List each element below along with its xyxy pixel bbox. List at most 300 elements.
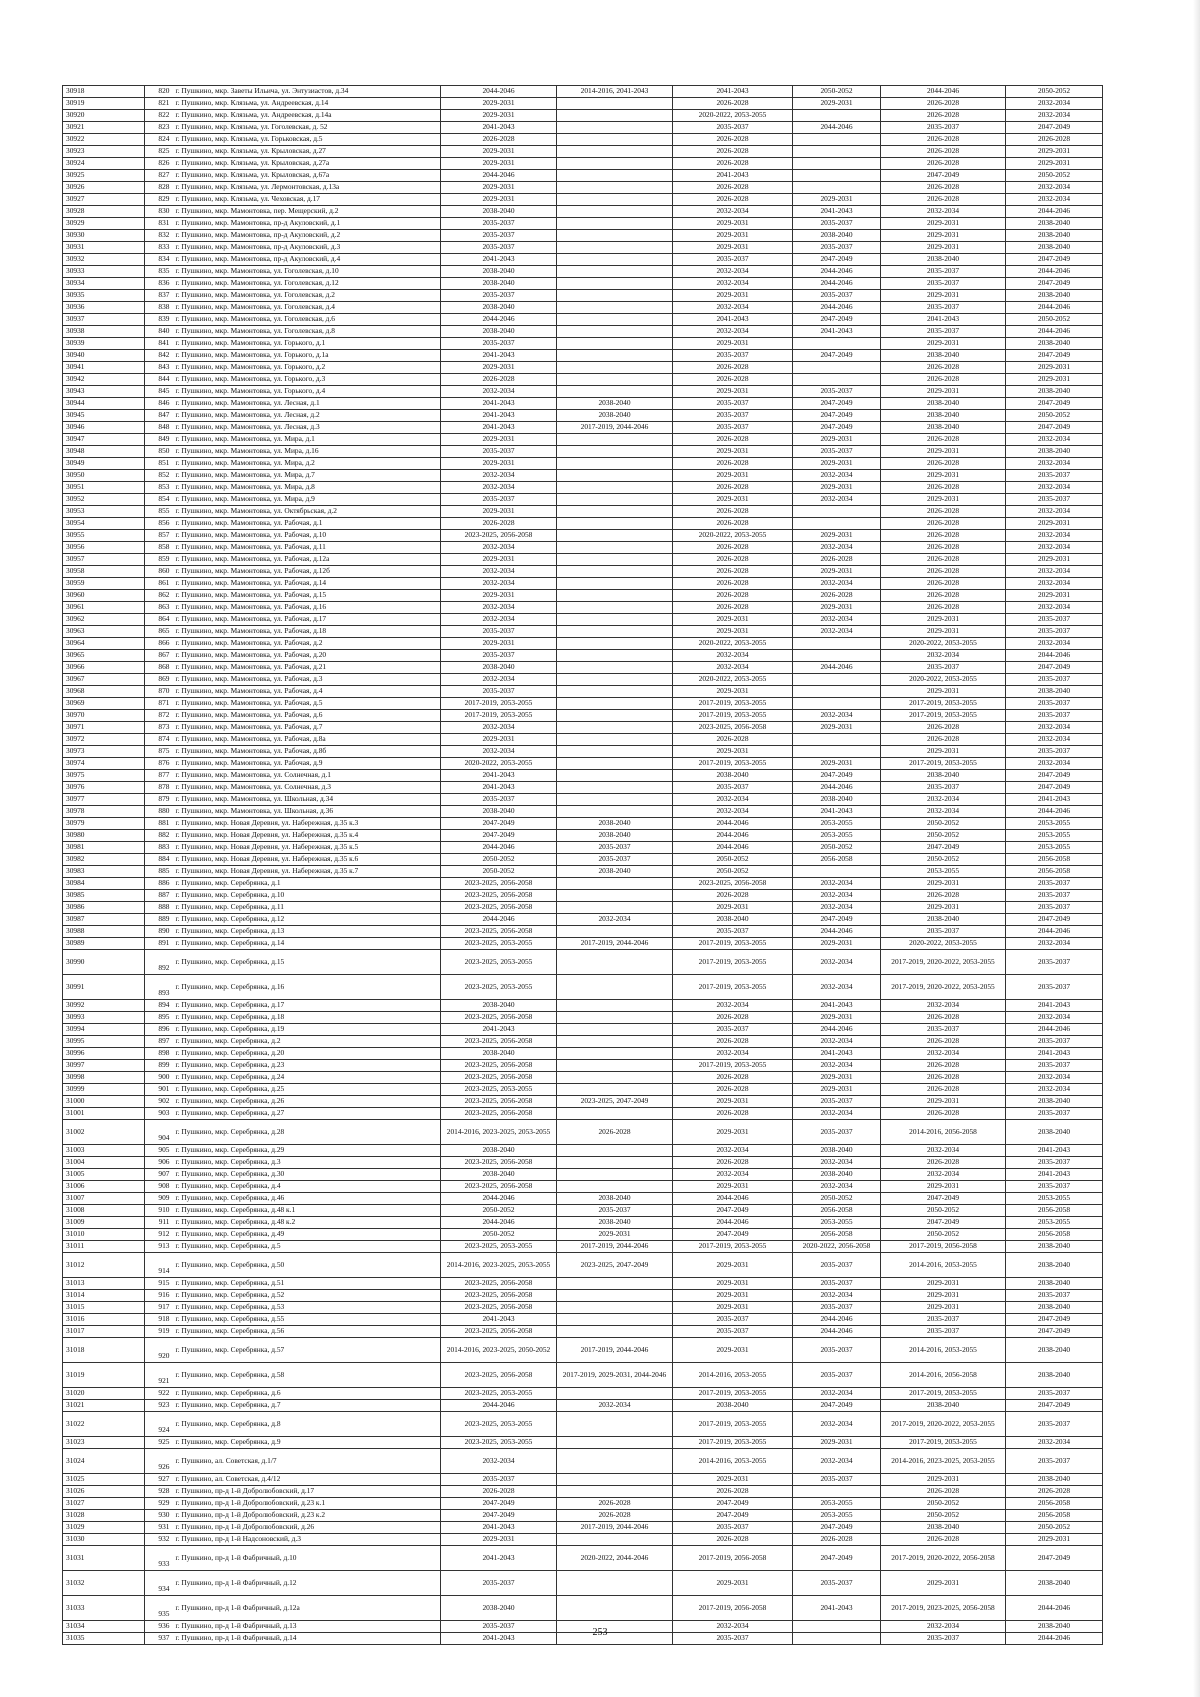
period-cell-3: 2029-2031	[673, 1181, 793, 1193]
address-cell: г. Пушкино, мкр. Мамонтовка, ул. Рабочая, д.17	[173, 614, 441, 626]
row-id-cell: 31017	[63, 1326, 145, 1338]
schedule-table-body	[63, 86, 1103, 1645]
period-cell-1: 2029-2031	[441, 146, 557, 158]
period-cell-3: 2035-2037	[673, 350, 793, 362]
table-row	[63, 1145, 1103, 1157]
period-cell-6: 2044-2046	[1006, 806, 1103, 818]
row-number-cell: 920	[145, 1338, 173, 1363]
period-cell-5: 2014-2016, 2056-2058	[881, 1120, 1006, 1145]
row-id-cell: 31009	[63, 1217, 145, 1229]
period-cell-4: 2029-2031	[793, 602, 881, 614]
address-cell: г. Пушкино, мкр. Мамонтовка, пр-д Акуловский, д.3	[173, 242, 441, 254]
table-row	[63, 434, 1103, 446]
period-cell-3: 2029-2031	[673, 1571, 793, 1596]
period-cell-4: 2029-2031	[793, 722, 881, 734]
period-cell-4	[793, 338, 881, 350]
period-cell-3: 2026-2028	[673, 1072, 793, 1084]
period-cell-2	[557, 482, 673, 494]
row-id-cell: 30920	[63, 110, 145, 122]
period-cell-2	[557, 266, 673, 278]
period-cell-6: 2047-2049	[1006, 398, 1103, 410]
period-cell-5: 2017-2019, 2020-2022, 2053-2055	[881, 1412, 1006, 1437]
table-row	[63, 734, 1103, 746]
address-cell: г. Пушкино, мкр. Серебрянка, д.23	[173, 1060, 441, 1072]
table-row	[63, 1498, 1103, 1510]
row-id-cell: 30961	[63, 602, 145, 614]
period-cell-5: 2029-2031	[881, 746, 1006, 758]
period-cell-4	[793, 638, 881, 650]
row-number-cell: 879	[145, 794, 173, 806]
period-cell-6: 2035-2037	[1006, 1036, 1103, 1048]
period-cell-3: 2029-2031	[673, 242, 793, 254]
table-row	[63, 1278, 1103, 1290]
period-cell-4: 2032-2034	[793, 902, 881, 914]
address-cell: г. Пушкино, мкр. Мамонтовка, ул. Гоголевская, д.8	[173, 326, 441, 338]
period-cell-4: 2035-2037	[793, 218, 881, 230]
period-cell-5: 2017-2019, 2053-2055	[881, 758, 1006, 770]
period-cell-3: 2035-2037	[673, 398, 793, 410]
period-cell-2	[557, 1181, 673, 1193]
address-cell: г. Пушкино, мкр. Клязьма, ул. Андреевская, д.14а	[173, 110, 441, 122]
table-row	[63, 794, 1103, 806]
row-number-cell: 871	[145, 698, 173, 710]
period-cell-2	[557, 1084, 673, 1096]
period-cell-5: 2017-2019, 2053-2055	[881, 1388, 1006, 1400]
period-cell-2	[557, 1449, 673, 1474]
row-number-cell: 827	[145, 170, 173, 182]
period-cell-6: 2032-2034	[1006, 482, 1103, 494]
address-cell: г. Пушкино, пр-д 1-й Добролюбовский, д.23 к.1	[173, 1498, 441, 1510]
period-cell-3: 2035-2037	[673, 1024, 793, 1036]
table-row	[63, 1000, 1103, 1012]
table-row	[63, 698, 1103, 710]
period-cell-4: 2047-2049	[793, 398, 881, 410]
period-cell-1: 2029-2031	[441, 1534, 557, 1546]
row-id-cell: 31008	[63, 1205, 145, 1217]
period-cell-6: 2038-2040	[1006, 218, 1103, 230]
row-id-cell: 30975	[63, 770, 145, 782]
table-row	[63, 230, 1103, 242]
period-cell-2: 2026-2028	[557, 1498, 673, 1510]
period-cell-2	[557, 1486, 673, 1498]
period-cell-3: 2029-2031	[673, 1290, 793, 1302]
period-cell-2	[557, 566, 673, 578]
period-cell-1: 2035-2037	[441, 626, 557, 638]
period-cell-2	[557, 1145, 673, 1157]
row-id-cell: 30966	[63, 662, 145, 674]
period-cell-2: 2038-2040	[557, 1193, 673, 1205]
row-number-cell: 821	[145, 98, 173, 110]
period-cell-2: 2038-2040	[557, 410, 673, 422]
row-number-cell: 860	[145, 566, 173, 578]
table-row	[63, 122, 1103, 134]
period-cell-1: 2044-2046	[441, 1193, 557, 1205]
period-cell-3: 2044-2046	[673, 1193, 793, 1205]
period-cell-2: 2023-2025, 2047-2049	[557, 1096, 673, 1108]
row-id-cell: 30919	[63, 98, 145, 110]
row-number-cell: 858	[145, 542, 173, 554]
table-row	[63, 686, 1103, 698]
row-number-cell: 907	[145, 1169, 173, 1181]
period-cell-6: 2047-2049	[1006, 122, 1103, 134]
period-cell-5: 2038-2040	[881, 410, 1006, 422]
period-cell-6: 2029-2031	[1006, 146, 1103, 158]
row-id-cell: 30938	[63, 326, 145, 338]
period-cell-2	[557, 1412, 673, 1437]
row-number-cell: 933	[145, 1546, 173, 1571]
row-id-cell: 30937	[63, 314, 145, 326]
period-cell-3: 2029-2031	[673, 494, 793, 506]
table-row	[63, 146, 1103, 158]
period-cell-1: 2035-2037	[441, 1621, 557, 1633]
period-cell-2	[557, 230, 673, 242]
period-cell-1: 2023-2025, 2053-2055	[441, 1388, 557, 1400]
period-cell-5: 2050-2052	[881, 854, 1006, 866]
period-cell-6: 2038-2040	[1006, 230, 1103, 242]
period-cell-2	[557, 650, 673, 662]
period-cell-5: 2029-2031	[881, 878, 1006, 890]
period-cell-6: 2032-2034	[1006, 98, 1103, 110]
address-cell: г. Пушкино, мкр. Клязьма, ул. Горьковская, д.5	[173, 134, 441, 146]
period-cell-1: 2029-2031	[441, 590, 557, 602]
period-cell-2	[557, 1048, 673, 1060]
table-row	[63, 758, 1103, 770]
address-cell: г. Пушкино, мкр. Серебрянка, д.48 к.2	[173, 1217, 441, 1229]
row-number-cell: 853	[145, 482, 173, 494]
address-cell: г. Пушкино, мкр. Мамонтовка, ул. Гоголевская, д.2	[173, 290, 441, 302]
row-id-cell: 31007	[63, 1193, 145, 1205]
address-cell: г. Пушкино, мкр. Серебрянка, д.14	[173, 938, 441, 950]
table-row	[63, 194, 1103, 206]
period-cell-5: 2035-2037	[881, 122, 1006, 134]
table-row	[63, 134, 1103, 146]
period-cell-1: 2023-2025, 2056-2058	[441, 530, 557, 542]
row-id-cell: 30955	[63, 530, 145, 542]
period-cell-4	[793, 506, 881, 518]
period-cell-5: 2041-2043	[881, 314, 1006, 326]
address-cell: г. Пушкино, мкр. Серебрянка, д.26	[173, 1096, 441, 1108]
period-cell-5: 2047-2049	[881, 1217, 1006, 1229]
row-id-cell: 30950	[63, 470, 145, 482]
period-cell-5: 2026-2028	[881, 1072, 1006, 1084]
period-cell-4	[793, 746, 881, 758]
row-id-cell: 31029	[63, 1522, 145, 1534]
period-cell-2: 2026-2028	[557, 1510, 673, 1522]
table-row	[63, 1157, 1103, 1169]
period-cell-5: 2035-2037	[881, 1326, 1006, 1338]
period-cell-6: 2056-2058	[1006, 866, 1103, 878]
period-cell-4: 2032-2034	[793, 1290, 881, 1302]
period-cell-1: 2041-2043	[441, 398, 557, 410]
table-row	[63, 890, 1103, 902]
period-cell-3: 2029-2031	[673, 1120, 793, 1145]
row-number-cell: 822	[145, 110, 173, 122]
period-cell-5: 2047-2049	[881, 170, 1006, 182]
period-cell-3: 2029-2031	[673, 1278, 793, 1290]
row-number-cell: 835	[145, 266, 173, 278]
period-cell-6: 2035-2037	[1006, 1060, 1103, 1072]
period-cell-3: 2026-2028	[673, 590, 793, 602]
row-number-cell: 880	[145, 806, 173, 818]
address-cell: г. Пушкино, мкр. Клязьма, ул. Чеховская, д.17	[173, 194, 441, 206]
address-cell: г. Пушкино, мкр. Мамонтовка, ул. Мира, д.9	[173, 494, 441, 506]
period-cell-3: 2035-2037	[673, 1326, 793, 1338]
period-cell-2	[557, 1108, 673, 1120]
period-cell-3: 2026-2028	[673, 542, 793, 554]
row-id-cell: 30934	[63, 278, 145, 290]
period-cell-6: 2041-2043	[1006, 1145, 1103, 1157]
table-row	[63, 1510, 1103, 1522]
period-cell-3: 2026-2028	[673, 194, 793, 206]
period-cell-2	[557, 494, 673, 506]
period-cell-6: 2035-2037	[1006, 1157, 1103, 1169]
period-cell-6: 2038-2040	[1006, 1241, 1103, 1253]
table-row	[63, 806, 1103, 818]
address-cell: г. Пушкино, мкр. Мамонтовка, ул. Гоголевская, д.4	[173, 302, 441, 314]
table-row	[63, 326, 1103, 338]
period-cell-2	[557, 1302, 673, 1314]
period-cell-1: 2047-2049	[441, 830, 557, 842]
period-cell-6: 2047-2049	[1006, 350, 1103, 362]
period-cell-5: 2047-2049	[881, 842, 1006, 854]
row-id-cell: 30929	[63, 218, 145, 230]
period-cell-3: 2047-2049	[673, 1229, 793, 1241]
address-cell: г. Пушкино, мкр. Мамонтовка, ул. Гоголевская, д.6	[173, 314, 441, 326]
table-row	[63, 975, 1103, 1000]
row-number-cell: 903	[145, 1108, 173, 1120]
period-cell-5: 2032-2034	[881, 806, 1006, 818]
period-cell-1: 2014-2016, 2023-2025, 2050-2052	[441, 1338, 557, 1363]
period-cell-1: 2041-2043	[441, 350, 557, 362]
row-id-cell: 30968	[63, 686, 145, 698]
period-cell-6: 2053-2055	[1006, 830, 1103, 842]
table-row	[63, 1596, 1103, 1621]
row-id-cell: 30926	[63, 182, 145, 194]
period-cell-1: 2035-2037	[441, 338, 557, 350]
row-id-cell: 30971	[63, 722, 145, 734]
period-cell-3: 2026-2028	[673, 566, 793, 578]
period-cell-4: 2032-2034	[793, 1412, 881, 1437]
period-cell-2	[557, 218, 673, 230]
period-cell-5: 2035-2037	[881, 278, 1006, 290]
address-cell: г. Пушкино, мкр. Мамонтовка, ул. Мира, д.1	[173, 434, 441, 446]
period-cell-5: 2038-2040	[881, 770, 1006, 782]
row-number-cell: 900	[145, 1072, 173, 1084]
period-cell-6: 2038-2040	[1006, 686, 1103, 698]
period-cell-5: 2032-2034	[881, 1621, 1006, 1633]
period-cell-1: 2023-2025, 2056-2058	[441, 890, 557, 902]
period-cell-5: 2038-2040	[881, 422, 1006, 434]
period-cell-5: 2026-2028	[881, 602, 1006, 614]
period-cell-4: 2047-2049	[793, 1546, 881, 1571]
period-cell-2: 2020-2022, 2044-2046	[557, 1546, 673, 1571]
period-cell-6: 2035-2037	[1006, 1108, 1103, 1120]
row-id-cell: 31018	[63, 1338, 145, 1363]
row-number-cell: 861	[145, 578, 173, 590]
period-cell-3: 2032-2034	[673, 1621, 793, 1633]
period-cell-3: 2029-2031	[673, 1253, 793, 1278]
row-number-cell: 930	[145, 1510, 173, 1522]
period-cell-6: 2056-2058	[1006, 854, 1103, 866]
period-cell-1: 2038-2040	[441, 326, 557, 338]
period-cell-1: 2026-2028	[441, 134, 557, 146]
period-cell-3: 2017-2019, 2053-2055	[673, 1437, 793, 1449]
row-number-cell: 866	[145, 638, 173, 650]
period-cell-6: 2047-2049	[1006, 1546, 1103, 1571]
period-cell-5: 2029-2031	[881, 494, 1006, 506]
row-id-cell: 31024	[63, 1449, 145, 1474]
period-cell-3: 2026-2028	[673, 1157, 793, 1169]
period-cell-6: 2038-2040	[1006, 1302, 1103, 1314]
row-number-cell: 851	[145, 458, 173, 470]
period-cell-2	[557, 518, 673, 530]
period-cell-1: 2041-2043	[441, 1024, 557, 1036]
period-cell-3: 2050-2052	[673, 866, 793, 878]
period-cell-6: 2032-2034	[1006, 1437, 1103, 1449]
period-cell-3: 2029-2031	[673, 338, 793, 350]
period-cell-6: 2053-2055	[1006, 842, 1103, 854]
period-cell-1: 2017-2019, 2053-2055	[441, 698, 557, 710]
period-cell-2	[557, 1314, 673, 1326]
row-id-cell: 31010	[63, 1229, 145, 1241]
row-id-cell: 30946	[63, 422, 145, 434]
row-id-cell: 30956	[63, 542, 145, 554]
period-cell-5: 2026-2028	[881, 566, 1006, 578]
period-cell-1: 2032-2034	[441, 386, 557, 398]
period-cell-4: 2032-2034	[793, 890, 881, 902]
row-number-cell: 824	[145, 134, 173, 146]
row-number-cell: 862	[145, 590, 173, 602]
row-id-cell: 30980	[63, 830, 145, 842]
period-cell-6: 2029-2031	[1006, 158, 1103, 170]
period-cell-5: 2026-2028	[881, 1486, 1006, 1498]
address-cell: г. Пушкино, мкр. Серебрянка, д.51	[173, 1278, 441, 1290]
row-number-cell: 921	[145, 1363, 173, 1388]
row-id-cell: 31012	[63, 1253, 145, 1278]
address-cell: г. Пушкино, мкр. Новая Деревня, ул. Набережная, д.35 к.7	[173, 866, 441, 878]
row-number-cell: 935	[145, 1596, 173, 1621]
address-cell: г. Пушкино, пр-д 1-й Фабричный, д.10	[173, 1546, 441, 1571]
period-cell-2	[557, 278, 673, 290]
period-cell-6: 2032-2034	[1006, 1072, 1103, 1084]
period-cell-3: 2035-2037	[673, 410, 793, 422]
period-cell-3: 2026-2028	[673, 1108, 793, 1120]
period-cell-5: 2026-2028	[881, 182, 1006, 194]
period-cell-6: 2047-2049	[1006, 254, 1103, 266]
row-number-cell: 886	[145, 878, 173, 890]
period-cell-2	[557, 110, 673, 122]
period-cell-5: 2026-2028	[881, 1012, 1006, 1024]
period-cell-5: 2029-2031	[881, 1096, 1006, 1108]
table-row	[63, 446, 1103, 458]
row-id-cell: 30997	[63, 1060, 145, 1072]
period-cell-6: 2032-2034	[1006, 458, 1103, 470]
row-id-cell: 30999	[63, 1084, 145, 1096]
period-cell-6: 2035-2037	[1006, 746, 1103, 758]
row-number-cell: 820	[145, 86, 173, 98]
row-number-cell: 832	[145, 230, 173, 242]
period-cell-3: 2029-2031	[673, 1338, 793, 1363]
period-cell-1: 2023-2025, 2056-2058	[441, 1181, 557, 1193]
row-number-cell: 929	[145, 1498, 173, 1510]
period-cell-1: 2029-2031	[441, 434, 557, 446]
period-cell-5: 2014-2016, 2053-2055	[881, 1338, 1006, 1363]
row-number-cell: 911	[145, 1217, 173, 1229]
period-cell-1: 2035-2037	[441, 1474, 557, 1486]
address-cell: г. Пушкино, мкр. Клязьма, ул. Крыловская, д.27	[173, 146, 441, 158]
period-cell-2	[557, 146, 673, 158]
table-row	[63, 302, 1103, 314]
period-cell-3: 2035-2037	[673, 422, 793, 434]
row-number-cell: 865	[145, 626, 173, 638]
period-cell-5: 2029-2031	[881, 290, 1006, 302]
row-id-cell: 30923	[63, 146, 145, 158]
row-id-cell: 30949	[63, 458, 145, 470]
period-cell-1: 2032-2034	[441, 578, 557, 590]
row-number-cell: 852	[145, 470, 173, 482]
row-id-cell: 30984	[63, 878, 145, 890]
period-cell-6: 2038-2040	[1006, 1096, 1103, 1108]
address-cell: г. Пушкино, пр-д 1-й Добролюбовский, д.17	[173, 1486, 441, 1498]
period-cell-4: 2044-2046	[793, 302, 881, 314]
period-cell-2	[557, 770, 673, 782]
row-id-cell: 30936	[63, 302, 145, 314]
period-cell-1: 2035-2037	[441, 794, 557, 806]
address-cell: г. Пушкино, мкр. Серебрянка, д.4	[173, 1181, 441, 1193]
period-cell-3: 2029-2031	[673, 1474, 793, 1486]
period-cell-5: 2026-2028	[881, 98, 1006, 110]
period-cell-5: 2026-2028	[881, 590, 1006, 602]
period-cell-1: 2023-2025, 2056-2058	[441, 902, 557, 914]
period-cell-4	[793, 146, 881, 158]
period-cell-4: 2029-2031	[793, 98, 881, 110]
period-cell-2	[557, 434, 673, 446]
period-cell-4: 2035-2037	[793, 242, 881, 254]
period-cell-3: 2017-2019, 2053-2055	[673, 1241, 793, 1253]
row-number-cell: 931	[145, 1522, 173, 1534]
period-cell-5: 2050-2052	[881, 1510, 1006, 1522]
period-cell-4: 2053-2055	[793, 830, 881, 842]
period-cell-2	[557, 890, 673, 902]
address-cell: г. Пушкино, мкр. Мамонтовка, ул. Гоголевская, д.10	[173, 266, 441, 278]
period-cell-5: 2035-2037	[881, 926, 1006, 938]
row-number-cell: 831	[145, 218, 173, 230]
address-cell: г. Пушкино, мкр. Мамонтовка, ул. Рабочая, д.12б	[173, 566, 441, 578]
period-cell-1: 2029-2031	[441, 362, 557, 374]
period-cell-5: 2026-2028	[881, 578, 1006, 590]
period-cell-6: 2056-2058	[1006, 1229, 1103, 1241]
period-cell-2	[557, 734, 673, 746]
period-cell-3: 2029-2031	[673, 1302, 793, 1314]
period-cell-2: 2017-2019, 2044-2046	[557, 1338, 673, 1363]
period-cell-5: 2038-2040	[881, 350, 1006, 362]
row-number-cell: 874	[145, 734, 173, 746]
table-row	[63, 542, 1103, 554]
table-row	[63, 338, 1103, 350]
table-row	[63, 410, 1103, 422]
period-cell-6: 2050-2052	[1006, 86, 1103, 98]
period-cell-1: 2041-2043	[441, 410, 557, 422]
period-cell-2	[557, 530, 673, 542]
period-cell-4: 2041-2043	[793, 206, 881, 218]
period-cell-4: 2041-2043	[793, 326, 881, 338]
period-cell-4: 2035-2037	[793, 386, 881, 398]
period-cell-6: 2044-2046	[1006, 266, 1103, 278]
period-cell-5: 2017-2019, 2020-2022, 2053-2055	[881, 975, 1006, 1000]
address-cell: г. Пушкино, мкр. Серебрянка, д.3	[173, 1157, 441, 1169]
address-cell: г. Пушкино, мкр. Серебрянка, д.16	[173, 975, 441, 1000]
period-cell-6: 2029-2031	[1006, 362, 1103, 374]
